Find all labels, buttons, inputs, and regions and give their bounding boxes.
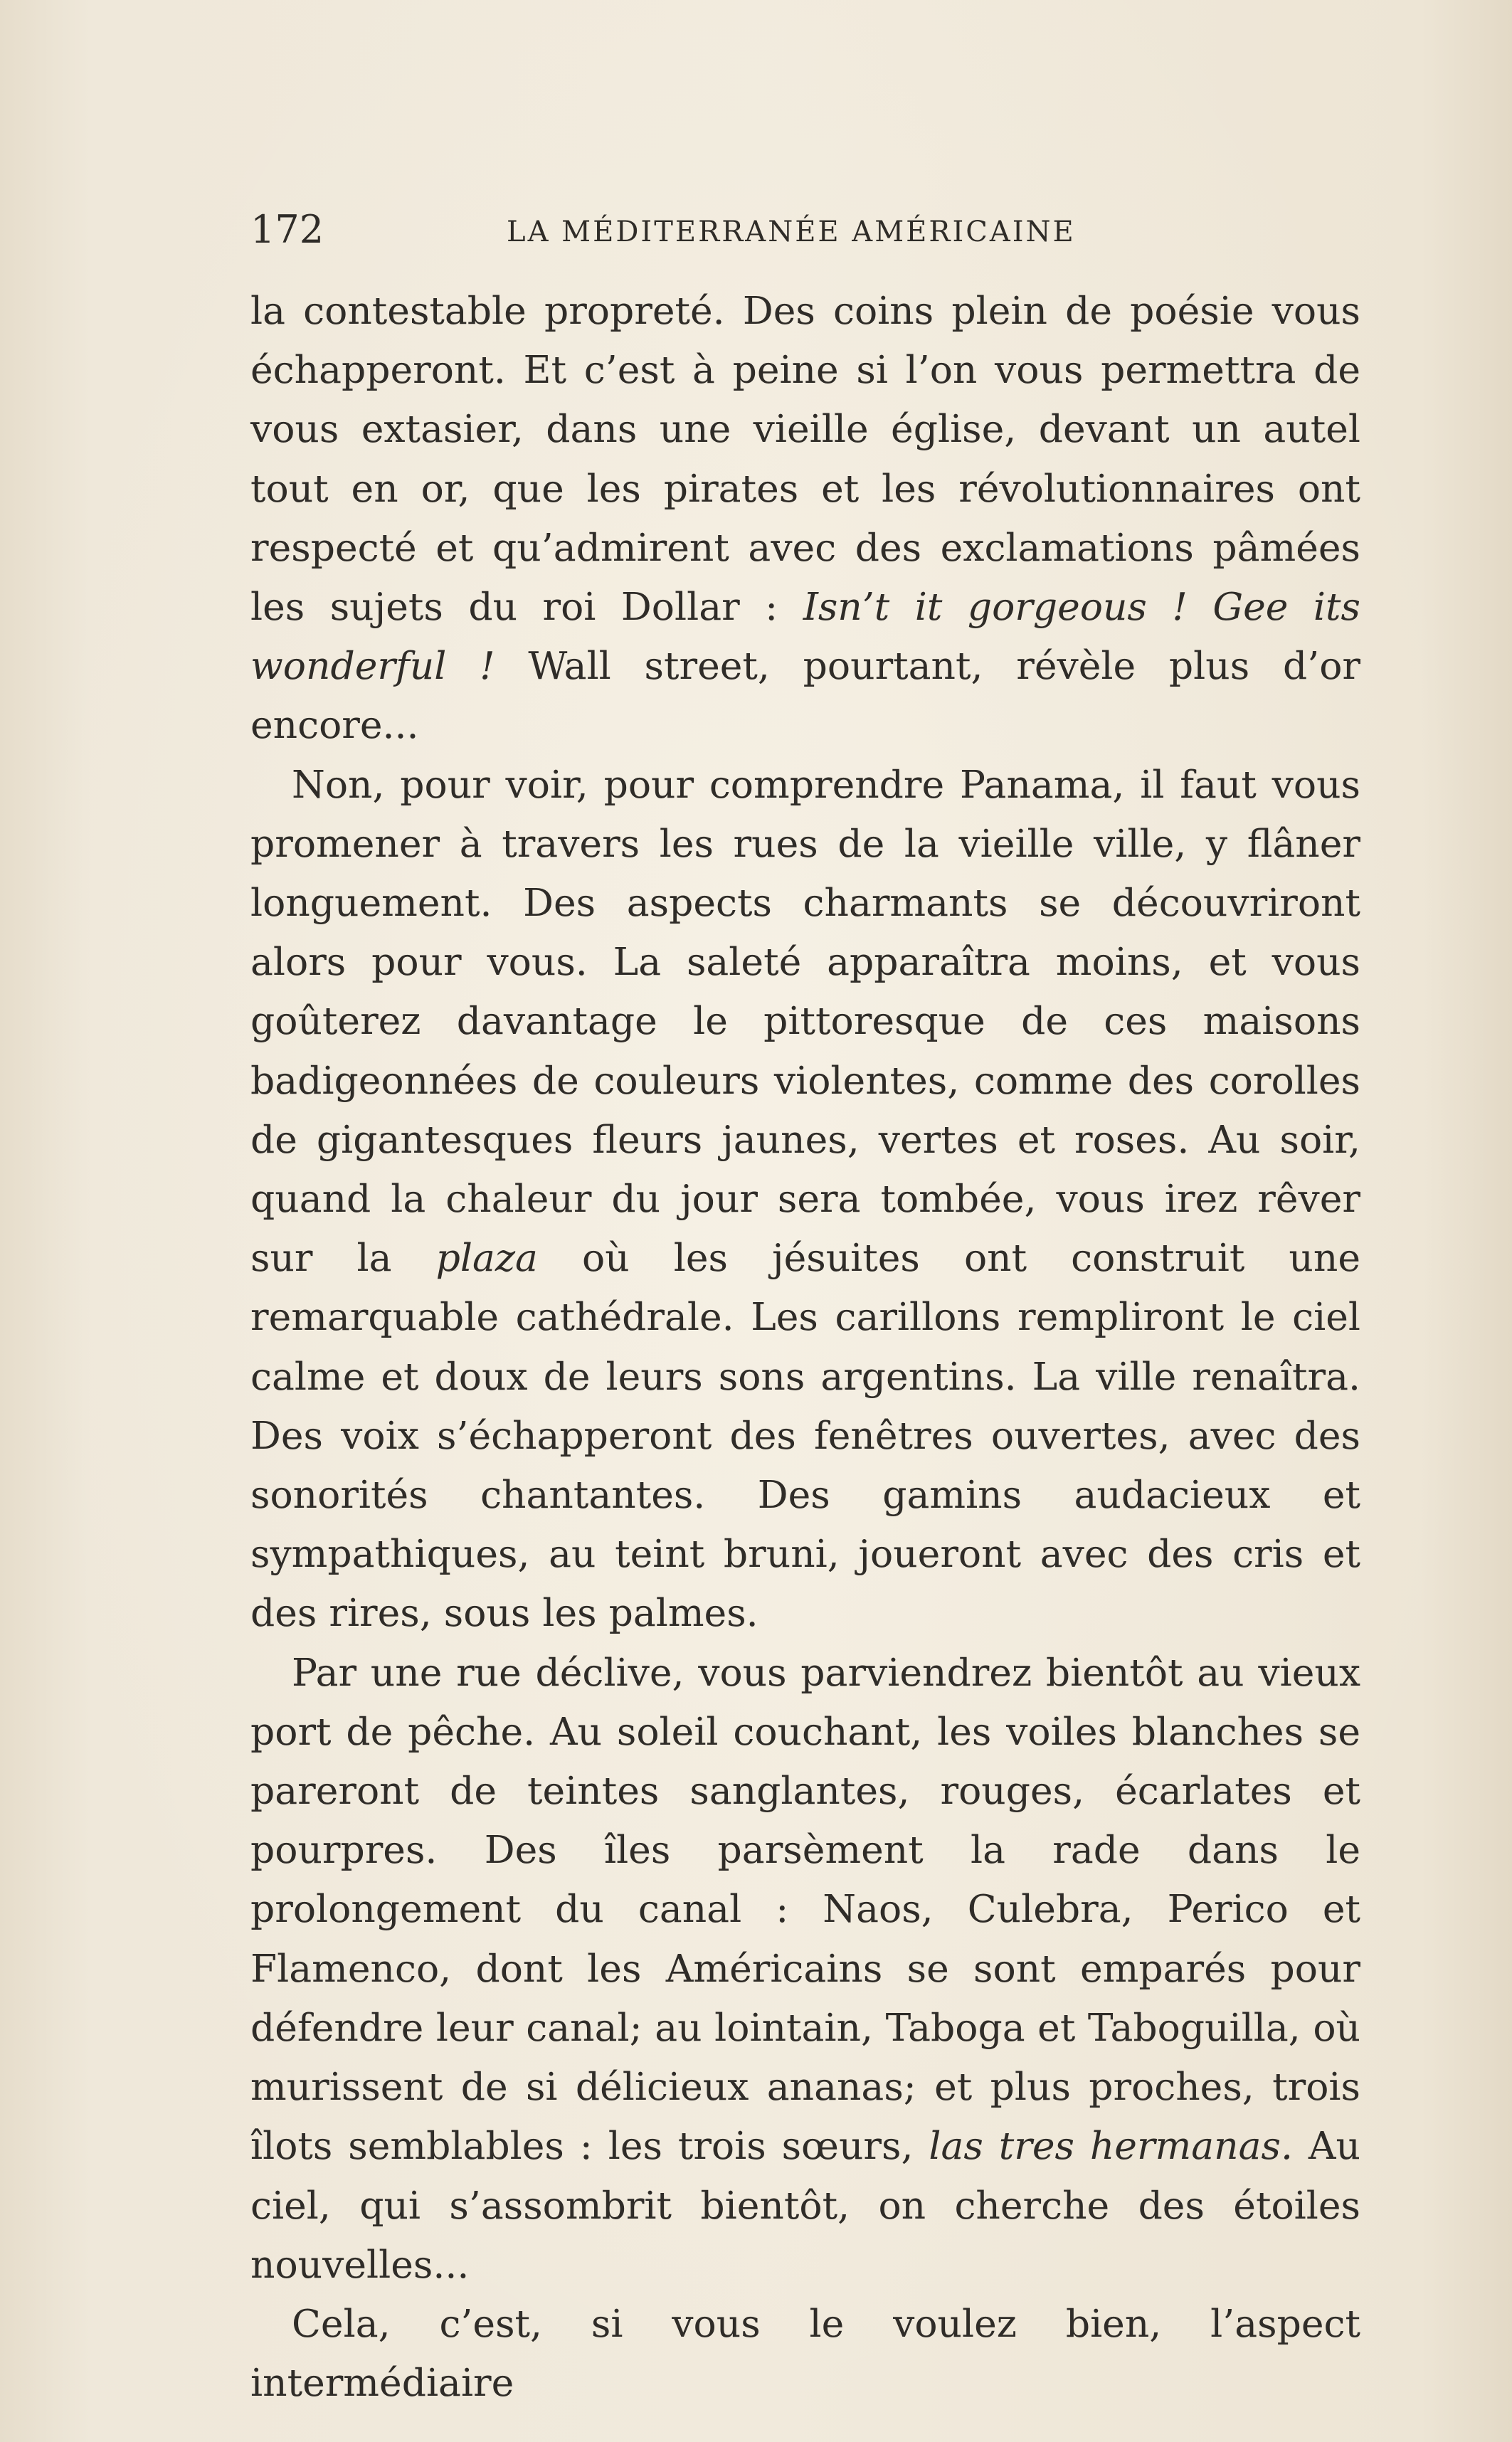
paragraph [250, 2294, 1360, 2412]
paragraph [250, 1643, 1360, 2294]
text-run: Non, pour voir, pour comprendre Panama, il faut vous promener à travers les rues de la vieille ville, y flâner longuement. Des aspects charmants se découvriront alors pour vous. La saleté apparaîtra moins, et vous goûterez davantage le pittoresque de ces maisons badigeonnées de couleurs violentes, comme des corolles de gigantesques fleurs jaunes, vertes et roses. Au soir, quand la chaleur du jour sera tombée, vous irez rêver sur la [250, 761, 1360, 1281]
body-text [250, 281, 1360, 2412]
text-run: Par une rue déclive, vous parviendrez bientôt au vieux port de pêche. Au soleil couchant, les voiles blanches se pareront de teintes sanglantes, rouges, écarlates et pourpres. Des îles parsèment la rade dans le prolongement du canal : Naos, Culebra, Perico et Flamenco, dont les Américains se sont emparés pour défendre leur canal; au lointain, Taboga et Taboguilla, où murissent de si délicieux ananas; et plus proches, trois îlots semblables : les trois sœurs, [250, 1649, 1360, 2169]
paragraph [250, 281, 1360, 755]
text-run: Wall street, pourtant, révèle plus d’or encore... [250, 643, 1360, 748]
page-number: 172 [250, 207, 324, 252]
text-run: où les jésuites ont construit une remarquable cathédrale. Les carillons rempliront le ciel calme et doux de leurs sons argentins. La ville renaîtra. Des voix s’échapperont des fenêtres ouvertes, avec des sonorités chantantes. Des gamins audacieux et sympathiques, au teint bruni, joueront avec des cris et des rires, sous les palmes. [250, 1235, 1361, 1636]
italic-word: plaza [435, 1235, 538, 1281]
text-run: la contestable propreté. Des coins plein de poésie vous échapperont. Et c’est à peine si l’on vous permettra de vous extasier, dans une vieille église, devant un autel tout en or, que les pirates et les révolutionnaires ont respecté et qu’admirent avec des exclamations pâmées les sujets du roi Dollar : [250, 288, 1360, 630]
text-run: Au ciel, qui s’assombrit bientôt, on cherche des étoiles nouvelles... [250, 2123, 1360, 2287]
italic-quote: Isn’t it gorgeous ! Gee its wonderful ! [250, 584, 1360, 689]
text-run: Cela, c’est, si vous le voulez bien, l’aspect intermédiaire [250, 2300, 1360, 2406]
italic-phrase: las tres hermanas. [929, 2123, 1293, 2169]
running-title: LA MÉDITERRANÉE AMÉRICAINE [507, 216, 1076, 248]
page-header [250, 205, 1360, 255]
paragraph [250, 755, 1360, 1643]
